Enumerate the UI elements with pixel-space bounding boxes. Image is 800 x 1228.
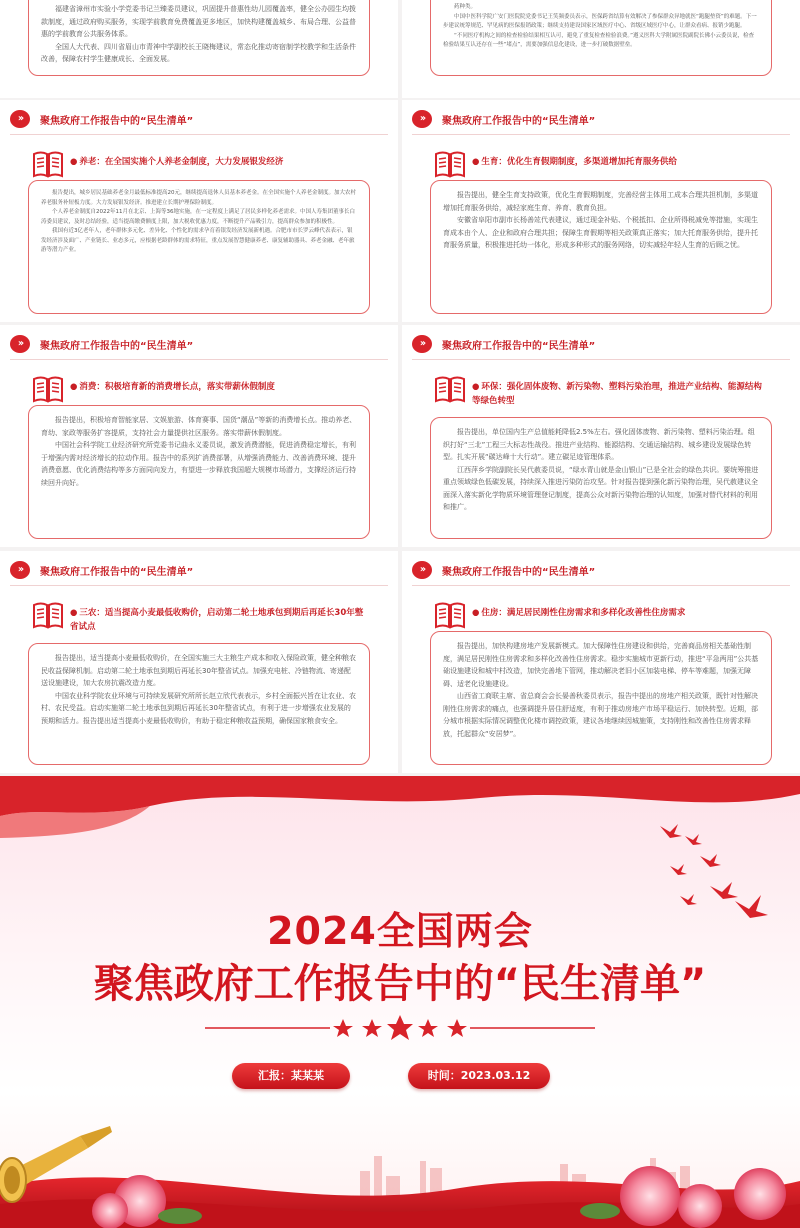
slide-consumption <box>0 325 398 547</box>
chevron-right-icon: ›› <box>10 110 30 128</box>
divider <box>412 359 790 360</box>
subtitle-text: 住房：满足居民刚性住房需求和多样化改善性住房需求 <box>481 608 686 618</box>
chevron-right-icon: ›› <box>412 110 432 128</box>
slide-subtitle: ● 三农：适当提高小麦最低收购价，启动第二轮土地承包到期后再延长30年整省试点 <box>70 608 364 632</box>
content-box <box>430 417 772 539</box>
chevron-right-icon: ›› <box>412 561 432 579</box>
content-box <box>28 405 370 539</box>
time-badge: 时间：2023.03.12 <box>408 1063 550 1089</box>
book-icon <box>32 601 64 629</box>
paragraph: 我国有近3亿老年人，老年群体多元化、差异化、个性化的需求孕育着银发经济发展新机遇。合肥市市长罗云峰代表表示，银发经济涉及面广、产业链长、业态多元，应根据老龄群体的需求特征，重点发展智慧健康养老、康复辅助器具、养老金融、老年旅游等潜力产业。 <box>41 228 355 253</box>
book-icon <box>434 150 466 178</box>
slide-agriculture <box>0 551 398 773</box>
slide-header-title: 聚焦政府工作报告中的“民生清单” <box>442 566 596 578</box>
content-box <box>28 180 370 314</box>
paragraph: “不同医疗机构之间的检查检验结果相互认可，避免了重复检查检验浪费。”遵义医科大学附属医院副院长佛小云委员说，检查检验结果互认还存在一些“堵点”，需要加强信息化建设，进一步打破数据壁垒。 <box>443 32 754 48</box>
slide-pension <box>0 100 398 322</box>
slide-header-title: 聚焦政府工作报告中的“民生清单” <box>442 115 596 127</box>
slide-subtitle: ● 消费：积极培育新的消费增长点，落实带薪休假制度 <box>70 382 275 392</box>
book-icon <box>32 375 64 403</box>
divider <box>10 359 388 360</box>
subtitle-text: 消费：积极培育新的消费增长点，落实带薪休假制度 <box>79 382 275 392</box>
paragraph: 中国中医科学院广安门医院院党委书记王笑频委员表示，医保跨省结算有效解决了参保群众异地就医“跑腿垫资”的难题。下一步建议统筹规范、罕见病的医保报销政策；继续支持建设国家区域医疗中心、省级区域医疗中心，让群众看病、报销少跑腿。 <box>443 13 757 29</box>
slide-subtitle: ● 环保：强化固体废物、新污染物、塑料污染治理，推进产业结构、能源结构等绿色转型 <box>472 382 762 406</box>
slide-subtitle: ● 生育：优化生育假期制度，多渠道增加托育服务供给 <box>472 157 677 167</box>
divider <box>412 134 790 135</box>
paragraph: 山西省工商联主席、省总商会会长晏善秋委员表示，报告中提出的房地产相关政策，既针对性解决刚性住房需求的痛点，也强调提升居住舒适度，有利于推动房地产市场平稳运行、加快转型。近期，部分城市根据实际情况调整优化楼市调控政策，建议各地继续因城施策，支持刚性和改善性住房需求释放，托起群众“安居梦”。 <box>443 692 758 738</box>
star-icon <box>387 1015 413 1040</box>
slide-header-title: 聚焦政府工作报告中的“民生清单” <box>40 115 194 127</box>
paragraph: 报告提出，积极培育智能家居、文娱旅游、体育赛事、国货“潮品”等新的消费增长点。推动养老、育幼、家政等服务扩容提质，支持社会力量提供社区服务。落实带薪休假制度。 <box>41 416 357 437</box>
subtitle-text: 环保：强化固体废物、新污染物、塑料污染治理，推进产业结构、能源结构等绿色转型 <box>472 382 762 406</box>
slide-header <box>412 335 595 353</box>
paragraph: 药种类。 <box>454 4 477 10</box>
star-icon <box>362 1019 382 1037</box>
slide-header-title: 聚焦政府工作报告中的“民生清单” <box>442 340 596 352</box>
slide-header-title: 聚焦政府工作报告中的“民生清单” <box>40 340 194 352</box>
slide-housing <box>402 551 800 773</box>
content-box <box>28 0 370 76</box>
chevron-right-icon: ›› <box>10 335 30 353</box>
slide-childbirth <box>402 100 800 322</box>
paragraph: 报告提出，加快构建房地产发展新模式。加大保障性住房建设和供给，完善商品房相关基础性制度，满足居民刚性住房需求和多样化改善性住房需求。稳步实施城市更新行动，推进“平急两用”公共基础设施建设和城中村改造，加快完善地下管网，推动解决老旧小区加装电梯、停车等难题，加强无障碍、适老化设施建设。 <box>443 642 759 688</box>
paragraph: 中国社会科学院工业经济研究所党委书记曲永义委员说，激发消费潜能，促进消费稳定增长，有利于增强内需对经济增长的拉动作用。报告中的系列扩消费部署，从增强消费能力、改善消费环境、提升消费意愿、优化消费结构等多方面同向发力，有望进一步释放我国超大规模市场潜力，支撑经济运行持续回升向好。 <box>41 441 356 487</box>
content-box <box>430 631 772 765</box>
book-icon <box>434 375 466 403</box>
slide-header <box>10 110 193 128</box>
content-box <box>28 643 370 765</box>
subtitle-text: 三农：适当提高小麦最低收购价，启动第二轮土地承包到期后再延长30年整省试点 <box>70 608 364 632</box>
book-icon <box>434 601 466 629</box>
cover-title-line2: 聚焦政府工作报告中的“民生清单” <box>93 961 707 1007</box>
stars-decoration <box>0 1013 800 1043</box>
subtitle-text: 养老：在全国实施个人养老金制度，大力发展银发经济 <box>79 157 284 167</box>
paragraph: 全国人大代表、四川省眉山市青神中学副校长王晓梅建议，常态化推动寄宿制学校教学和生活条件改善，保障农村学生健康成长、全面发展。 <box>41 42 356 63</box>
chevron-right-icon: ›› <box>412 335 432 353</box>
content-box <box>430 180 772 314</box>
slide-header <box>412 561 595 579</box>
slide-header <box>412 110 595 128</box>
paragraph: 个人养老金制度自2022年11月在北京、上海等36地实施，在一定程度上满足了居民多样化养老需求。中国人寿集团董事长白涛委员建议，及时总结经验，适当提高缴费额度上限，加大税收优惠力度，不断提升产品吸引力，提高群众参加的积极性。 <box>41 209 355 225</box>
star-icon <box>418 1019 438 1037</box>
divider <box>10 585 388 586</box>
paragraph: 报告提出，单位国内生产总值能耗降低2.5%左右。强化固体废物、新污染物、塑料污染治理。组织打好“三北”工程三大标志性战役。推进产业结构、能源结构、交通运输结构、城乡建设发展绿色转型。扎实开展“碳达峰十大行动”。建立碳足迹管理体系。 <box>443 428 755 461</box>
cover-bottom-decoration <box>0 1076 800 1228</box>
paragraph: 报告提出，健全生育支持政策，优化生育假期制度，完善经营主体用工成本合理共担机制，多渠道增加托育服务供给，减轻家庭生育、养育、教育负担。 <box>443 191 758 212</box>
slide-environment <box>402 325 800 547</box>
chevron-right-icon: ›› <box>10 561 30 579</box>
slide-subtitle: ● 养老：在全国实施个人养老金制度，大力发展银发经济 <box>70 157 284 167</box>
slide-partial-right <box>402 0 800 98</box>
subtitle-text: 生育：优化生育假期制度，多渠道增加托育服务供给 <box>481 157 677 167</box>
cover-slide <box>0 776 800 1228</box>
paragraph: 福建省漳州市实验小学党委书记兰臻委员建议，巩固提升普惠性幼儿园覆盖率，健全公办园生均拨款制度，通过政府购买服务，实现学前教育免费覆盖更多地区，加快构建覆盖城乡、布局合理、公益普惠的学前教育公共服务体系。 <box>41 5 356 38</box>
divider <box>412 585 790 586</box>
slide-header <box>10 561 193 579</box>
star-icon <box>333 1019 353 1037</box>
slide-partial-left <box>0 0 398 98</box>
content-box <box>430 0 772 76</box>
book-icon <box>32 150 64 178</box>
reporter-badge: 汇报：某某某 <box>232 1063 350 1089</box>
star-icon <box>447 1019 467 1037</box>
cover-title-line1: 2024全国两会 <box>267 909 533 953</box>
paragraph: 报告提出，城乡居民基础养老金月最低标准提高20元，继续提高退休人员基本养老金。在全国实施个人养老金制度。加大农村养老服务补短板力度。大力发展银发经济。推进建立长期护理保险制度。 <box>41 190 357 206</box>
paragraph: 江西萍乡学院副院长吴代赦委员说，“绿水青山就是金山银山”已是全社会的绿色共识。要统筹推进重点领域绿色低碳发展，持续深入推进污染防治攻坚。针对报告提到强化新污染物治理，吴代赦建议全面深入落实新化学物质环境管理登记制度，提高公众对新污染物治理的认知度，加强对替代材料的利用和推广。 <box>443 465 759 511</box>
paragraph: 中国农业科学院农业环境与可持续发展研究所所长赵立欣代表表示，乡村全面振兴旨在让农业、农村、农民受益。启动实施第二轮土地承包到期后再延长30年整省试点，有利于进一步增强农业发展的预期和活力。报告提出适当提高小麦最低收购价，有助于稳定种粮收益预期，确保国家粮食安全。 <box>41 691 356 725</box>
slide-subtitle: ● 住房：满足居民刚性住房需求和多样化改善性住房需求 <box>472 608 686 618</box>
paragraph: 报告提出，适当提高小麦最低收购价，在全国实施三大主粮生产成本和收入保险政策，健全种粮农民收益保障机制。启动第二轮土地承包到期后再延长30年整省试点。加强充电桩、冷链物流、寄递配送设施建设，加大农房抗震改造力度。 <box>41 654 356 687</box>
slide-header-title: 聚焦政府工作报告中的“民生清单” <box>40 566 194 578</box>
paragraph: 安徽省阜阳市副市长杨善竑代表建议，通过现金补贴、个税抵扣、企业所得税减免等措施，实现生育成本由个人、企业和政府合理共担；保障生育假期等相关政策真正落实；加大托育服务供给，提升托育服务质量，积极推进托幼一体化，形成多种形式的服务网络，切实减轻年轻人生育的后顾之忧。 <box>443 216 758 249</box>
slide-header <box>10 335 193 353</box>
divider <box>10 134 388 135</box>
